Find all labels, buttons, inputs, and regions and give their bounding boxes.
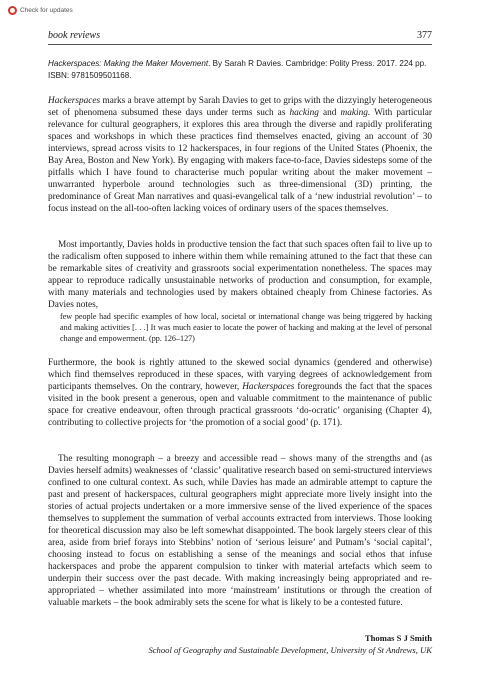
check-updates-label: Check for updates — [20, 7, 73, 14]
book-title: Hackerspaces: Making the Maker Movement — [48, 59, 209, 68]
reviewer-affiliation: School of Geography and Sustainable Development, University of St Andrews, UK — [148, 645, 432, 655]
p1-em-hacking: hacking — [289, 108, 319, 118]
header-rule — [48, 44, 432, 45]
p3-em-hackerspaces: Hackerspaces — [242, 382, 295, 392]
running-header — [48, 30, 432, 42]
reviewer-name: Thomas S J Smith — [364, 633, 432, 643]
section-title: book reviews — [48, 30, 101, 41]
paragraph-2: Most importantly, Davies holds in productive tension the fact that such spaces often fail to live up to the radicalism often supposed to inhere within them while remaining attuned to the fact that these can be remarkable sites of creativity and grassroots social experimentation nonetheless. The spaces may appear to reproduce radically unsustainable networks of production and consumption, for example, with many materials and technologies used by makers obtained cheaply from Chinese factories. As Davies notes, — [48, 240, 432, 310]
p1-text-c: With particular relevance for cultural geographers, it explores this area through the diverse and rapidly proliferating spaces and workshops in which these practices find themselves enacted, giving an account of 30 interviews, spread across visits to 12 hackerspaces, in four regions of the United States (Phoenix, the Bay Area, Boston and New York). By engaging with makers face-to-face, Davies sidesteps some of the pitfalls which I have found to characterise much popular writing about the maker movement – unwarranted hyperbole around technologies such as three-dimensional (3D) printing, the predominance of Great Man narratives and quasi-evangelical talk of a ‘new industrial revolution’ – to focus instead on the all-too-often lacking voices of ordinary users of the spaces themselves. — [48, 108, 432, 214]
p1-text-b: and — [318, 108, 341, 118]
block-quote: few people had specific examples of how local, societal or international change was being triggered by hacking and making activities [. . .] It was much easier to locate the power of hacking and making at the level of personal change and empowerment. (pp. 126–127) — [60, 312, 432, 343]
paragraph-4: The resulting monograph – a breezy and accessible read – shows many of the strengths and (as Davies herself admits) weaknesses of ‘classic’ qualitative research based on semi-structured interviews confined to one cultural context. As such, while Davies has made an admirable attempt to capture the past and present of hackerspaces, cultural geographers might appreciate more lively insight into the stories of actual projects undertaken or a more immersive sense of the lived experience of the spaces themselves to supplement the summation of verbal accounts extracted from interviews. Those looking for theoretical discussion may also be left somewhat disappointed. The book largely steers clear of this area, aside from brief forays into Stebbins’ notion of ‘serious leisure’ and Putnam’s ‘social capital’, choosing instead to focus on establishing a sense of the meanings and social ethos that infuse hackerspaces and probe the apparent compulsion to tinker with material artefacts which seem to underpin their success over the past decade. With making increasingly being appropriated and re-appropriated – whether assimilated into more ‘mainstream’ institutions or through the creation of valuable markets – the book admirably sets the scene for what is likely to be a contested future. — [48, 454, 432, 608]
paragraph-1 — [48, 95, 432, 215]
check-for-updates-badge[interactable] — [8, 4, 73, 17]
p1-text-a: marks a brave attempt by Sarah Davies to get to grips with the dizzyingly heterogeneous set of phenomena subsumed these days under terms such as — [48, 96, 432, 118]
paragraph-3 — [48, 357, 432, 429]
p1-em-hackerspaces: Hackerspaces — [48, 96, 101, 106]
book-details: . By Sarah R Davies. Cambridge: Polity Press. 2017. 224 pp. ISBN: 9781509501168. — [48, 59, 427, 80]
p3-text-b: foregrounds the fact that the spaces visited in the book present a generous, open and valuable commitment to the maintenance of public space for creative endeavour, often through practical grassroots ‘do-ocratic’ organising (Chapter 4), contributing to collective projects for ‘the promotion of a social good’ (p. 171). — [48, 382, 432, 428]
p1-em-making: making. — [340, 108, 371, 118]
book-citation — [48, 58, 432, 82]
check-updates-icon — [8, 6, 17, 15]
page-number: 377 — [417, 30, 432, 41]
p3-text-a: Furthermore, the book is rightly attuned to the skewed social dynamics (gendered and otherwise) which find themselves reproduced in these spaces, with varying degrees of acknowledgement from participants themselves. On the contrary, however, — [48, 358, 432, 392]
